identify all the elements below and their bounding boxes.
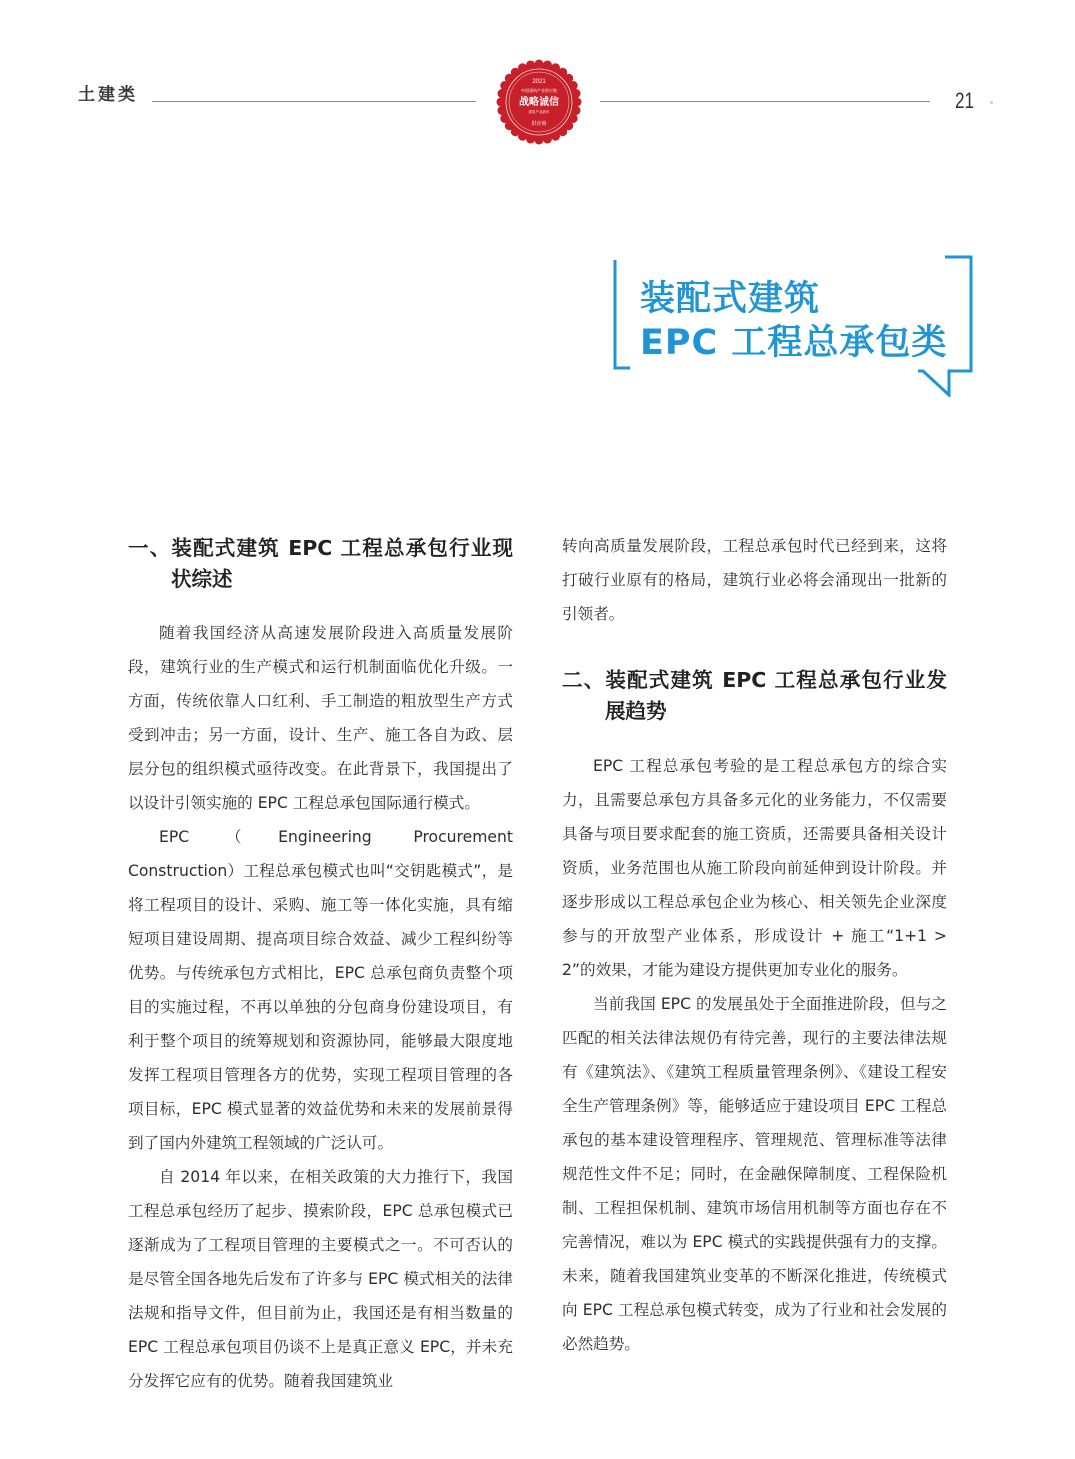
- integrity-seal-logo: [496, 59, 582, 145]
- seal-main-text: 战略诚信: [519, 97, 559, 108]
- seal-edge-scallop: [543, 60, 552, 69]
- header-rule-right: [600, 101, 930, 102]
- seal-bottom-text: 供应商: [531, 121, 547, 127]
- page-number: 21: [955, 88, 975, 113]
- paragraph-continued: 转向高质量发展阶段，工程总承包时代已经到来，这将打破行业原有的格局，建筑行业必将会涌现出一批新的引领者。: [562, 537, 947, 623]
- seal-edge-scallop: [572, 89, 581, 98]
- seal-edge-scallop: [569, 81, 578, 90]
- seal-line2: 建筑产业新年: [528, 110, 550, 114]
- seal-edge-scallop: [572, 106, 581, 115]
- seal-edge-scallop: [526, 60, 535, 69]
- section-heading-2: 二、装配式建筑 EPC 工程总承包行业发展趋势: [562, 668, 947, 723]
- seal-edge-scallop: [497, 106, 506, 115]
- left-column: [128, 533, 513, 1398]
- section-category-label: 土建类: [78, 85, 138, 105]
- paragraph: EPC 工程总承包考验的是工程总承包方的综合实力，且需要总承包方具备多元化的业务能力，不仅需要具备与项目要求配套的施工资质，还需要具备相关设计资质，业务范围也从施工阶段向前延伸到设计阶段。并逐步形成以工程总承包企业为核心、相关领先企业深度参与的开放型产业体系，形成设计 + 施工“1+1 > 2”的效果，才能为建设方提供更加专业化的服务。: [562, 757, 947, 979]
- header-rule-left: [152, 101, 476, 102]
- paragraph: 自 2014 年以来，在相关政策的大力推行下，我国工程总承包经历了起步、摸索阶段，EPC 总承包模式已逐渐成为了工程项目管理的主要模式之一。不可否认的是尽管全国各地先后发布了许多与 EPC 模式相关的法律法规和指导文件，但目前为止，我国还是有相当数量的 EPC 工程总承包项目仍谈不上是真正意义 EPC，并未充分发挥它应有的优势。随着我国建筑业: [128, 1168, 513, 1390]
- seal-edge-scallop: [535, 136, 544, 145]
- seal-edge-scallop: [573, 98, 582, 107]
- seal-edge-scallop: [526, 135, 535, 144]
- chapter-title-line1: 装配式建筑: [640, 279, 821, 319]
- seal-year: 2021: [532, 79, 546, 85]
- seal-edge-scallop: [543, 135, 552, 144]
- chapter-title-box: [612, 255, 974, 397]
- right-column: [562, 533, 947, 1361]
- page-marker-dot: [990, 101, 993, 104]
- seal-edge-scallop: [497, 89, 506, 98]
- paragraph: EPC（Engineering Procurement Construction）工程总承包模式也叫“交钥匙模式”，是将工程项目的设计、采购、施工等一体化实施，具有缩短项目建设周期、提高项目综合效益、减少工程纠纷等优势。与传统承包方式相比，EPC 总承包商负责整个项目的实施过程，不再以单独的分包商身份建设项目，有利于整个项目的统筹规划和资源协同，能够最大限度地发挥工程项目管理各方的优势，实现工程项目管理的各项目标，EPC 模式显著的效益优势和未来的发展前景得到了国内外建筑工程领域的广泛认可。: [128, 828, 513, 1152]
- seal-edge-scallop: [535, 60, 544, 69]
- seal-edge-scallop: [500, 114, 509, 123]
- section-heading-1: 一、装配式建筑 EPC 工程总承包行业现状综述: [128, 536, 513, 591]
- seal-line1: 中国建筑产业供应链: [521, 88, 557, 93]
- seal-edge-scallop: [518, 63, 527, 72]
- paragraph: 随着我国经济从高速发展阶段进入高质量发展阶段，建筑行业的生产模式和运行机制面临优化升级。一方面，传统依靠人口红利、手工制造的粗放型生产方式受到冲击；另一方面，设计、生产、施工各自为政、层层分包的组织模式亟待改变。在此背景下，我国提出了以设计引领实施的 EPC 工程总承包国际通行模式。: [128, 624, 513, 812]
- seal-edge-scallop: [497, 98, 506, 107]
- chapter-title-line2: EPC 工程总承包类: [640, 323, 948, 363]
- seal-graphic: [496, 59, 582, 145]
- paragraph: 当前我国 EPC 的发展虽处于全面推进阶段，但与之匹配的相关法律法规仍有待完善，现行的主要法律法规有《建筑法》、《建筑工程质量管理条例》、《建设工程安全生产管理条例》等，能够适应于建设项目 EPC 工程总承包的基本建设管理程序、管理规范、管理标准等法律规范性文件不足；同时，在金融保障制度、工程保险机制、工程担保机制、建筑市场信用机制等方面也存在不完善情况，难以为 EPC 模式的实践提供强有力的支撑。未来，随着我国建筑业变革的不断深化推进，传统模式向 EPC 工程总承包模式转变，成为了行业和社会发展的必然趋势。: [562, 995, 947, 1353]
- seal-edge-scallop: [551, 132, 560, 141]
